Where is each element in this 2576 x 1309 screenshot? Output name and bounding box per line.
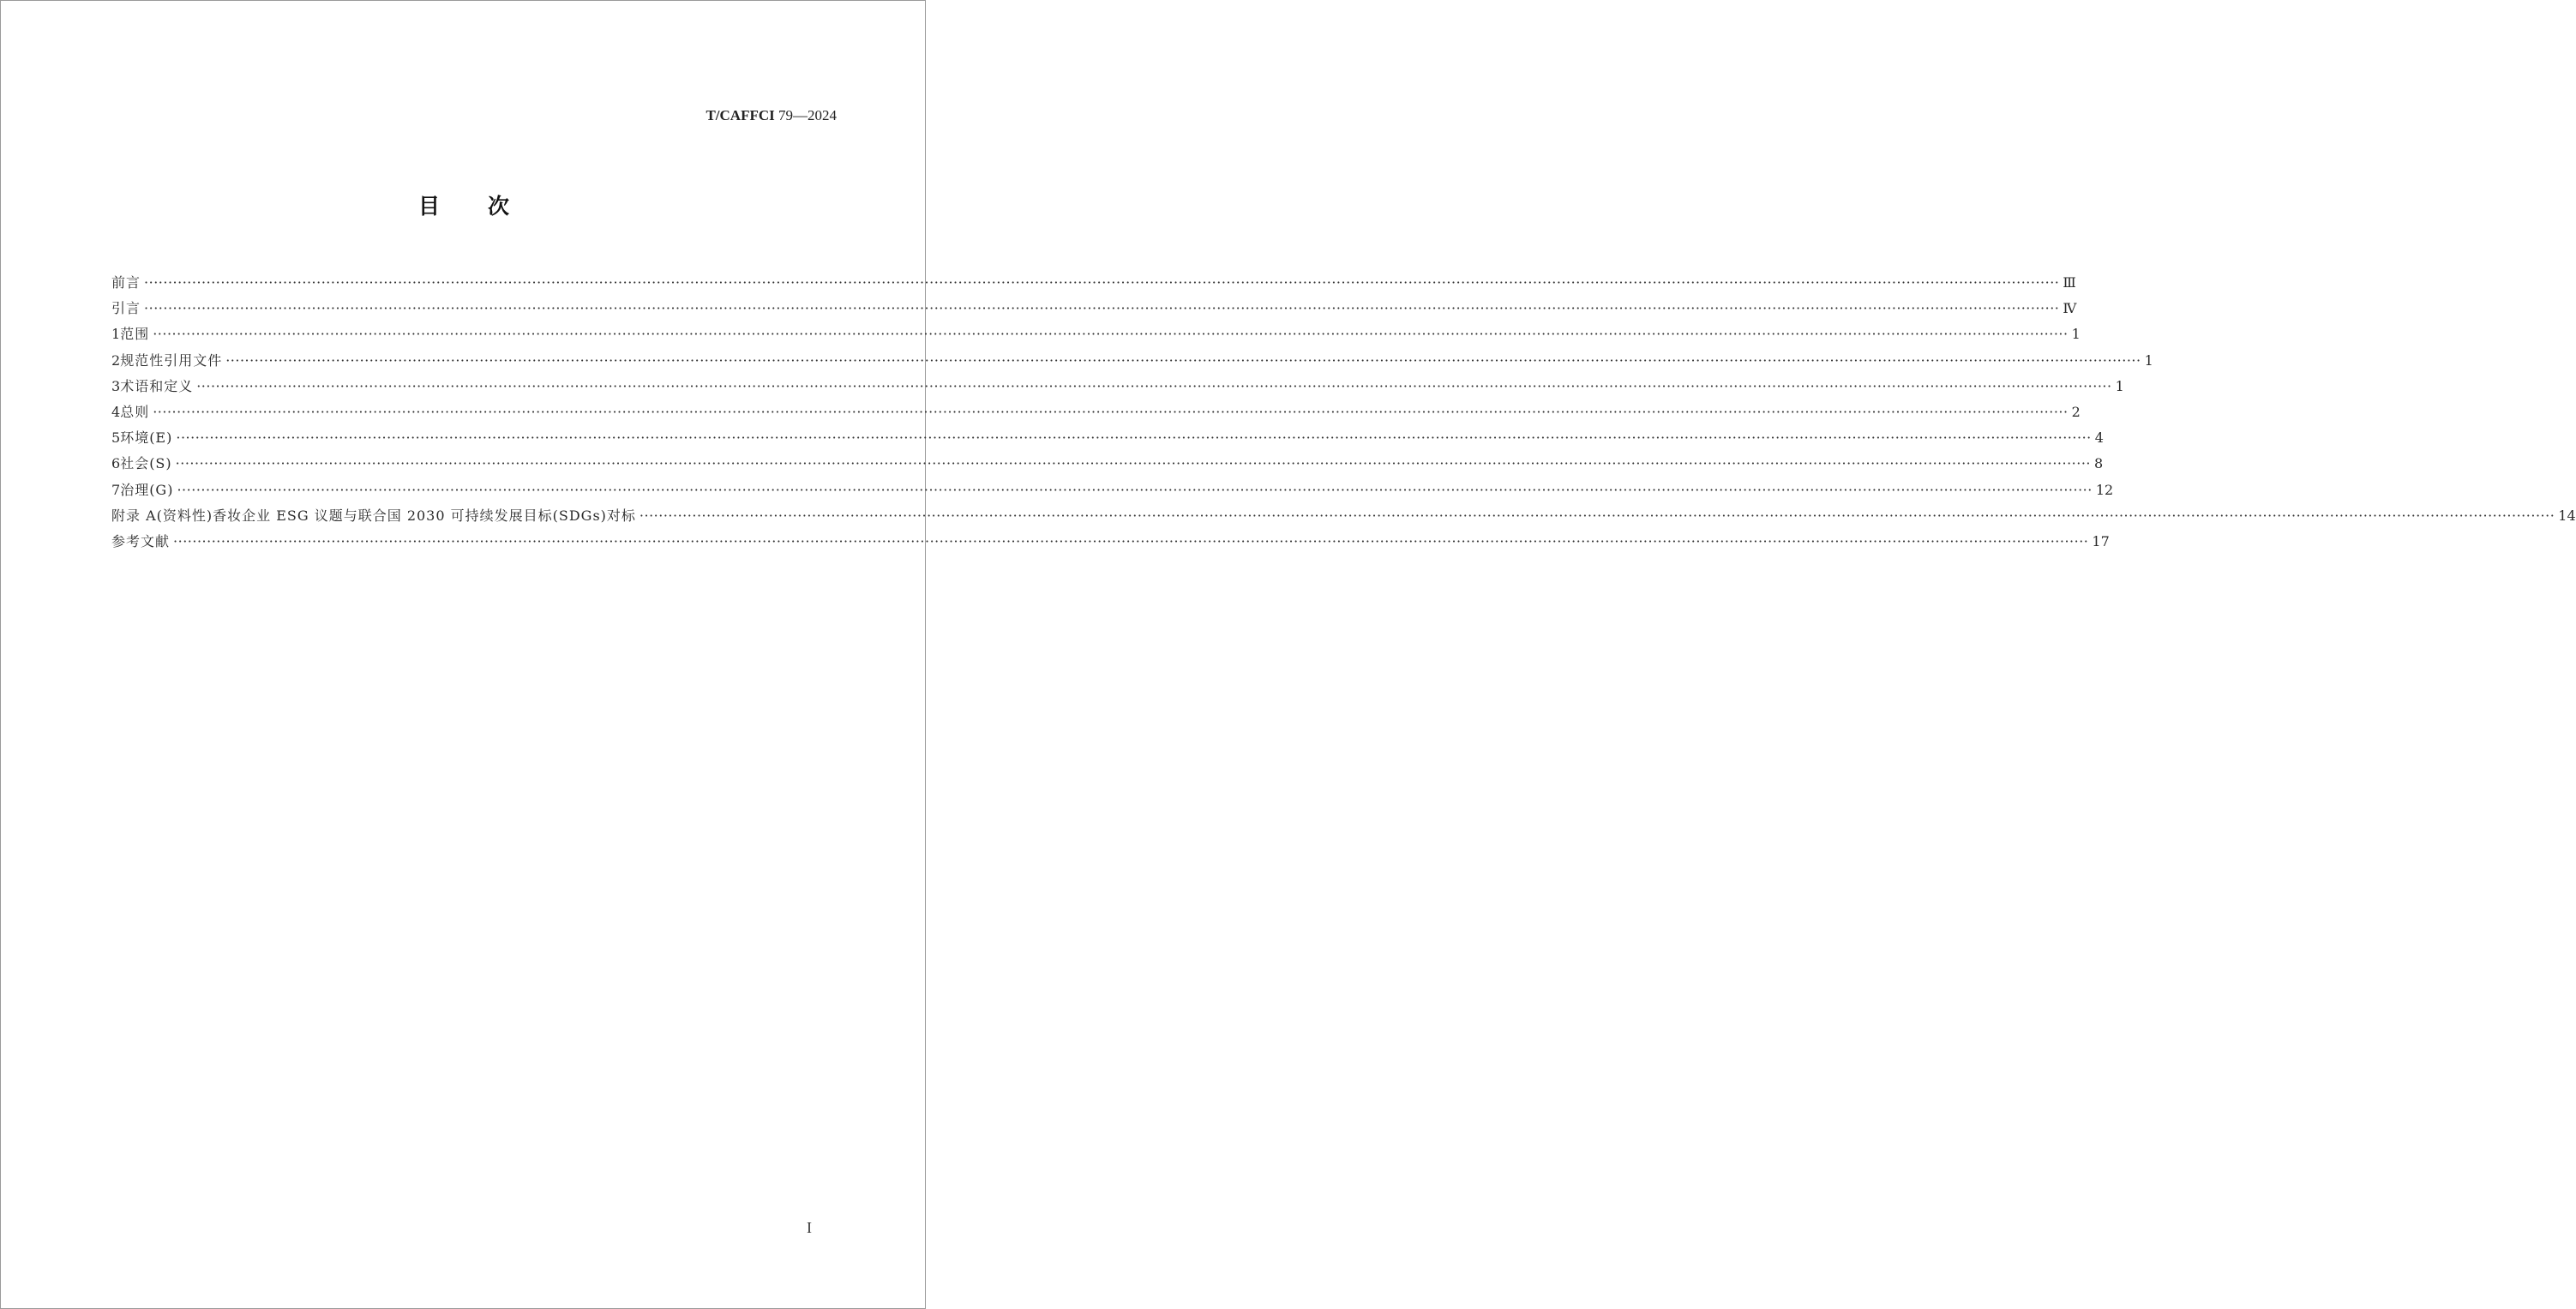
document-code [706, 107, 837, 124]
toc-dot-leader: ················································································································································································································································································································································································································ [639, 507, 2555, 524]
toc-entry-number: 2 [111, 351, 121, 369]
toc-dot-leader: ················································································································································································································································································································································································································ [196, 377, 2112, 394]
toc-entry[interactable] [111, 451, 2104, 477]
document-code-number: 79—2024 [778, 107, 837, 123]
toc-entry-page: 14 [2558, 507, 2576, 524]
toc-dot-leader: ················································································································································································································································································································································································································ [153, 326, 2069, 343]
toc-entry[interactable] [111, 374, 2124, 399]
toc-entry-number: 7 [111, 481, 121, 498]
toc-dot-leader: ················································································································································································································································································································································································································ [153, 403, 2069, 420]
toc-entry-label: 附录 A(资料性) [111, 507, 213, 524]
toc-entry-page: 1 [2144, 351, 2153, 369]
page-number: I [807, 1219, 812, 1236]
table-of-contents [111, 270, 2576, 555]
toc-dot-leader: ················································································································································································································································································································································································································ [144, 274, 2060, 291]
toc-entry-number: 3 [111, 377, 121, 394]
toc-title: 目次 [417, 194, 557, 219]
toc-entry-number: 4 [111, 403, 121, 420]
toc-entry[interactable] [111, 270, 2076, 296]
toc-dot-leader: ················································································································································································································································································································································································································ [175, 455, 2092, 472]
toc-entry-page: 12 [2095, 481, 2114, 498]
toc-dot-leader: ················································································································································································································································································································································································································ [144, 300, 2060, 317]
toc-entry-number: 6 [111, 455, 121, 472]
toc-entry-page: 1 [2071, 326, 2081, 343]
toc-entry[interactable] [111, 399, 2081, 425]
toc-entry-label: 规范性引用文件 [120, 351, 223, 369]
toc-dot-leader: ················································································································································································································································································································································································································ [225, 351, 2141, 369]
toc-entry-label: 总则 [120, 403, 150, 420]
toc-entry-label: 社会(S) [120, 455, 172, 472]
toc-entry-label: 前言 [111, 274, 141, 291]
toc-entry-page: Ⅳ [2063, 300, 2077, 317]
toc-entry-number: 5 [111, 429, 121, 447]
toc-entry[interactable] [111, 503, 2576, 529]
toc-entry-label: 环境(E) [120, 429, 173, 447]
toc-entry[interactable] [111, 296, 2077, 321]
toc-entry-page: 4 [2094, 429, 2104, 447]
toc-entry-label: 术语和定义 [120, 377, 194, 394]
toc-entry-page: 1 [2115, 377, 2124, 394]
toc-entry-label: 参考文献 [111, 532, 171, 549]
toc-entry-label: 范围 [120, 326, 150, 343]
toc-entry[interactable] [111, 348, 2153, 374]
toc-entry[interactable] [111, 529, 2110, 555]
toc-entry-page: 2 [2071, 403, 2081, 420]
toc-entry-page: Ⅲ [2063, 274, 2076, 291]
toc-entry[interactable] [111, 425, 2104, 451]
toc-entry[interactable] [111, 477, 2114, 503]
toc-dot-leader: ················································································································································································································································································································································································································ [176, 429, 2092, 447]
document-code-prefix: T/CAFFCI [706, 107, 775, 123]
toc-entry-page: 17 [2092, 532, 2110, 549]
toc-entry-label: 引言 [111, 300, 141, 317]
toc-dot-leader: ················································································································································································································································································································································································································ [173, 532, 2089, 549]
toc-entry-subtitle: 香妆企业 ESG 议题与联合国 2030 可持续发展目标(SDGs)对标 [213, 507, 636, 524]
toc-entry-label: 治理(G) [120, 481, 174, 498]
toc-entry-number: 1 [111, 326, 121, 343]
toc-entry-page: 8 [2094, 455, 2104, 472]
toc-dot-leader: ················································································································································································································································································································································································································ [177, 481, 2093, 498]
toc-entry[interactable] [111, 321, 2081, 347]
